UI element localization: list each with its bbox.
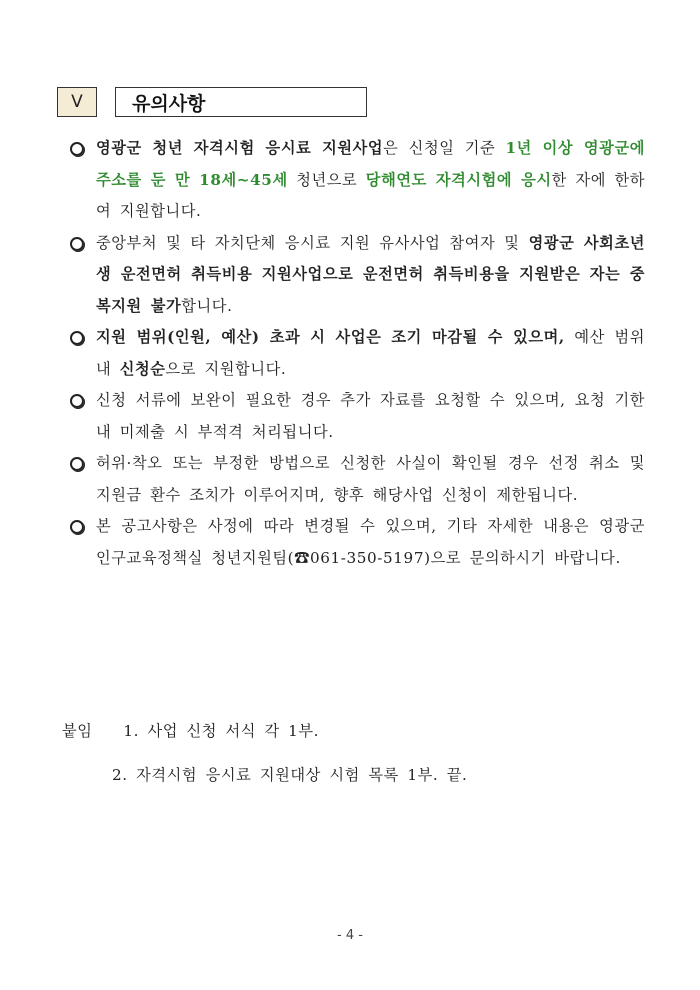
notice-item: [70, 228, 645, 323]
notice-item: [70, 448, 645, 511]
attachment-label: 붙임: [62, 722, 93, 740]
notice-text-segment: 허위·착오 또는 부정한 방법으로 신청한 사실이 확인될 경우 선정 취소 및 지원금 환수 조치가 이루어지며, 향후 해당사업 신청이 제한됩니다.: [96, 454, 645, 504]
notice-item: [70, 511, 645, 574]
notice-item: [70, 385, 645, 448]
notice-text-segment: 한 자에 한하여 지원합니다.: [96, 170, 645, 220]
notice-text-segment: 합니다.: [181, 296, 233, 315]
notice-text-segment: 지원 범위(인원, 예산) 초과 시 사업은 조기 마감될 수 있으며,: [96, 328, 565, 346]
notice-text-segment: 청년으로: [287, 170, 366, 189]
circle-bullet-icon: [70, 394, 84, 408]
notice-text-segment: 1년 이상 영광군에 주소를 둔 만 18세~45세: [96, 139, 645, 189]
notice-item: [70, 322, 645, 385]
circle-bullet-icon: [70, 331, 84, 345]
notice-text-segment: 중앙부처 및 타 자치단체 응시료 지원 유사사업 참여자 및: [96, 233, 529, 252]
section-title: 유의사항: [115, 87, 367, 117]
notice-text-segment: 영광군 사회초년생 운전면허 취득비용 지원사업으로 운전면허 취득비용을 지원받은 자는 중복지원 불가: [96, 233, 645, 315]
notice-text-segment: 영광군 청년 자격시험 응시료 지원사업: [96, 139, 384, 157]
notice-text-segment: 으로 지원합니다.: [165, 359, 287, 378]
circle-bullet-icon: [70, 142, 84, 156]
circle-bullet-icon: [70, 520, 84, 534]
attachment-line-2: [112, 764, 467, 785]
notice-text-segment: 당해연도 자격시험에 응시: [365, 170, 552, 189]
attachment-line-1: [62, 720, 319, 741]
attachment-item: 2. 자격시험 응시료 지원대상 시험 목록 1부. 끝.: [112, 766, 468, 784]
notice-text-segment: 본 공고사항은 사정에 따라 변경될 수 있으며, 기타 자세한 내용은 영광군 인구교육정책실 청년지원팀(☎061-350-5197)으로 문의하시기 바랍니다.: [96, 517, 645, 567]
notice-text-segment: 신청순: [119, 359, 166, 378]
section-number-box: V: [57, 87, 97, 117]
notice-item: [70, 133, 645, 228]
attachment-item: 1. 사업 신청 서식 각 1부.: [123, 722, 320, 740]
notice-text-segment: 은 신청일 기준: [383, 139, 506, 157]
notice-text-segment: 신청 서류에 보완이 필요한 경우 추가 자료를 요청할 수 있으며, 요청 기한 내 미제출 시 부적격 처리됩니다.: [96, 391, 645, 441]
circle-bullet-icon: [70, 237, 84, 251]
page-number: - 4 -: [337, 928, 363, 943]
notice-text-segment: 예산 범위 내: [96, 328, 645, 378]
notice-list: [70, 133, 645, 574]
circle-bullet-icon: [70, 457, 84, 471]
